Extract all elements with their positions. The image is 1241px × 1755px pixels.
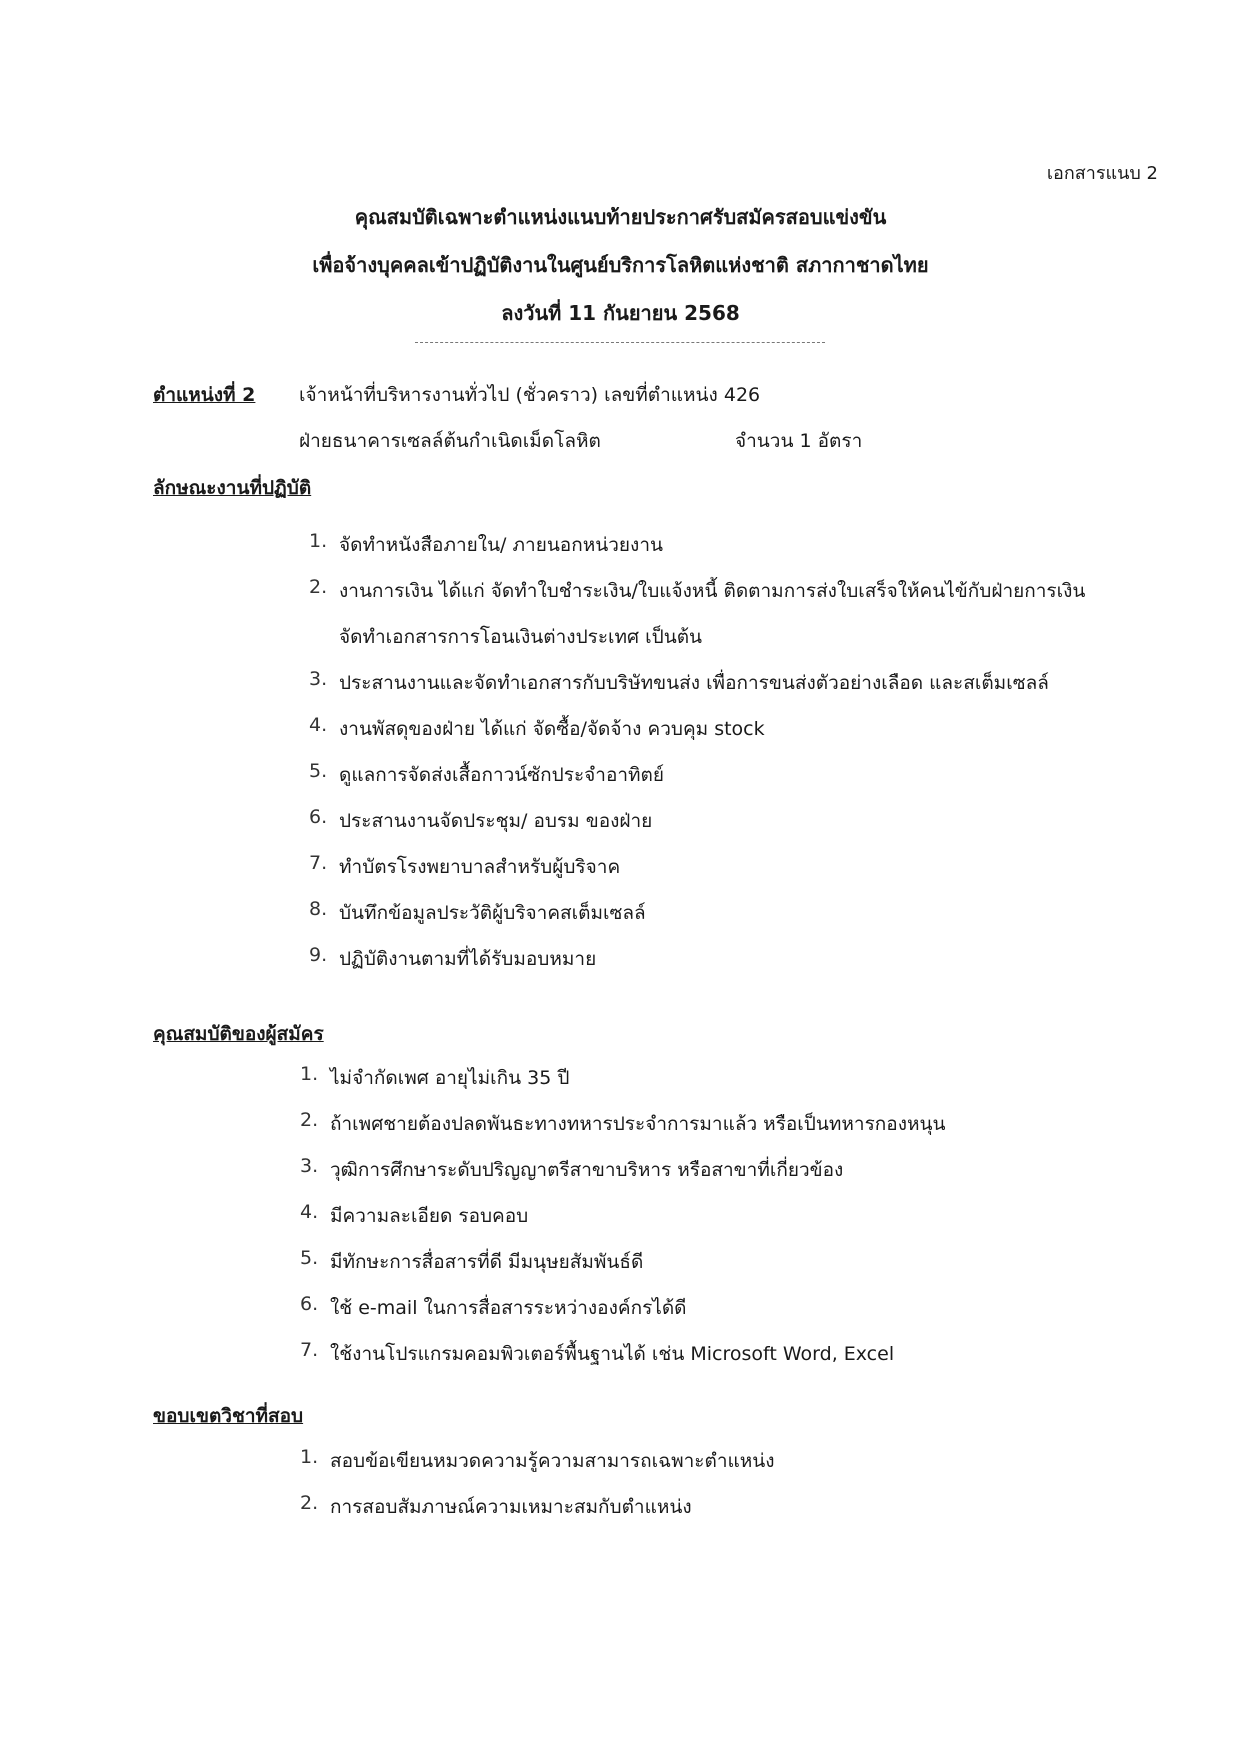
department-name: ฝ่ายธนาคารเซลล์ต้นกำเนิดเม็ดโลหิต [299, 430, 601, 452]
item-text-continued: จัดทำเอกสารการโอนเงินต่างประเทศ เป็นต้น [339, 626, 703, 648]
item-text: ใช้งานโปรแกรมคอมพิวเตอร์พื้นฐานได้ เช่น Microsoft Word, Excel [330, 1343, 895, 1365]
item-number: 5. [300, 1247, 319, 1269]
title-line: เพื่อจ้างบุคคลเข้าปฏิบัติงานในศูนย์บริการโลหิตแห่งชาติ สภากาชาดไทย [312, 253, 929, 277]
item-number: 1. [300, 1446, 319, 1468]
department-row [299, 426, 601, 456]
exam-scope-heading: ขอบเขตวิชาที่สอบ [153, 1405, 304, 1427]
item-number: 6. [300, 1293, 319, 1315]
item-text: วุฒิการศึกษาระดับปริญญาตรีสาขาบริหาร หรือสาขาที่เกี่ยวข้อง [330, 1159, 844, 1181]
document-title [0, 193, 1241, 337]
item-number: 5. [309, 760, 328, 782]
item-text: ถ้าเพศชายต้องปลดพันธะทางทหารประจำการมาแล้ว หรือเป็นทหารกองหนุน [330, 1113, 946, 1135]
item-number: 8. [309, 898, 328, 920]
item-number: 7. [309, 852, 328, 874]
item-text: ใช้ e-mail ในการสื่อสารระหว่างองค์กรได้ดี [330, 1297, 687, 1319]
item-text: มีทักษะการสื่อสารที่ดี มีมนุษยสัมพันธ์ดี [330, 1251, 644, 1273]
item-number: 9. [309, 944, 328, 966]
title-line: ลงวันที่ 11 กันยายน 2568 [501, 301, 740, 325]
item-number: 1. [309, 530, 328, 552]
position-row [153, 380, 760, 410]
item-number: 2. [309, 576, 328, 598]
item-text: งานการเงิน ได้แก่ จัดทำใบชำระเงิน/ใบแจ้งหนี้ ติดตามการส่งใบเสร็จให้คนไข้กับฝ่ายการเงิน [339, 580, 1086, 602]
item-number: 4. [300, 1201, 319, 1223]
item-number: 7. [300, 1339, 319, 1361]
item-text: จัดทำหนังสือภายใน/ ภายนอกหน่วยงาน [339, 534, 663, 556]
position-label: ตำแหน่งที่ 2 [153, 384, 256, 406]
item-text: ประสานงานและจัดทำเอกสารกับบริษัทขนส่ง เพื่อการขนส่งตัวอย่างเลือด และสเต็มเซลล์ [339, 672, 1049, 694]
item-text: ประสานงานจัดประชุม/ อบรม ของฝ่าย [339, 810, 653, 832]
item-number: 3. [300, 1155, 319, 1177]
item-number: 4. [309, 714, 328, 736]
item-text: ปฏิบัติงานตามที่ได้รับมอบหมาย [339, 948, 597, 970]
separator-line [415, 342, 825, 343]
item-text: การสอบสัมภาษณ์ความเหมาะสมกับตำแหน่ง [330, 1496, 692, 1518]
qualifications-heading: คุณสมบัติของผู้สมัคร [153, 1023, 324, 1045]
item-number: 2. [300, 1492, 319, 1514]
item-text: ไม่จำกัดเพศ อายุไม่เกิน 35 ปี [330, 1067, 570, 1089]
item-number: 3. [309, 668, 328, 690]
duties-heading: ลักษณะงานที่ปฏิบัติ [153, 477, 312, 499]
title-line: คุณสมบัติเฉพาะตำแหน่งแนบท้ายประกาศรับสมัครสอบแข่งขัน [354, 205, 887, 229]
attachment-label: เอกสารแนบ 2 [1046, 163, 1158, 184]
position-title: เจ้าหน้าที่บริหารงานทั่วไป (ชั่วคราว) เลขที่ตำแหน่ง 426 [299, 384, 761, 406]
item-text: งานพัสดุของฝ่าย ได้แก่ จัดซื้อ/จัดจ้าง ควบคุม stock [339, 718, 765, 740]
item-number: 2. [300, 1109, 319, 1131]
position-count: จำนวน 1 อัตรา [735, 430, 863, 452]
item-number: 6. [309, 806, 328, 828]
item-text: มีความละเอียด รอบคอบ [330, 1205, 529, 1227]
item-text: บันทึกข้อมูลประวัติผู้บริจาคสเต็มเซลล์ [339, 902, 646, 924]
item-text: สอบข้อเขียนหมวดความรู้ความสามารถเฉพาะตำแหน่ง [330, 1450, 775, 1472]
item-text: ดูแลการจัดส่งเสื้อกาวน์ซักประจำอาทิตย์ [339, 764, 665, 786]
item-text: ทำบัตรโรงพยาบาลสำหรับผู้บริจาค [339, 856, 621, 878]
item-number: 1. [300, 1063, 319, 1085]
